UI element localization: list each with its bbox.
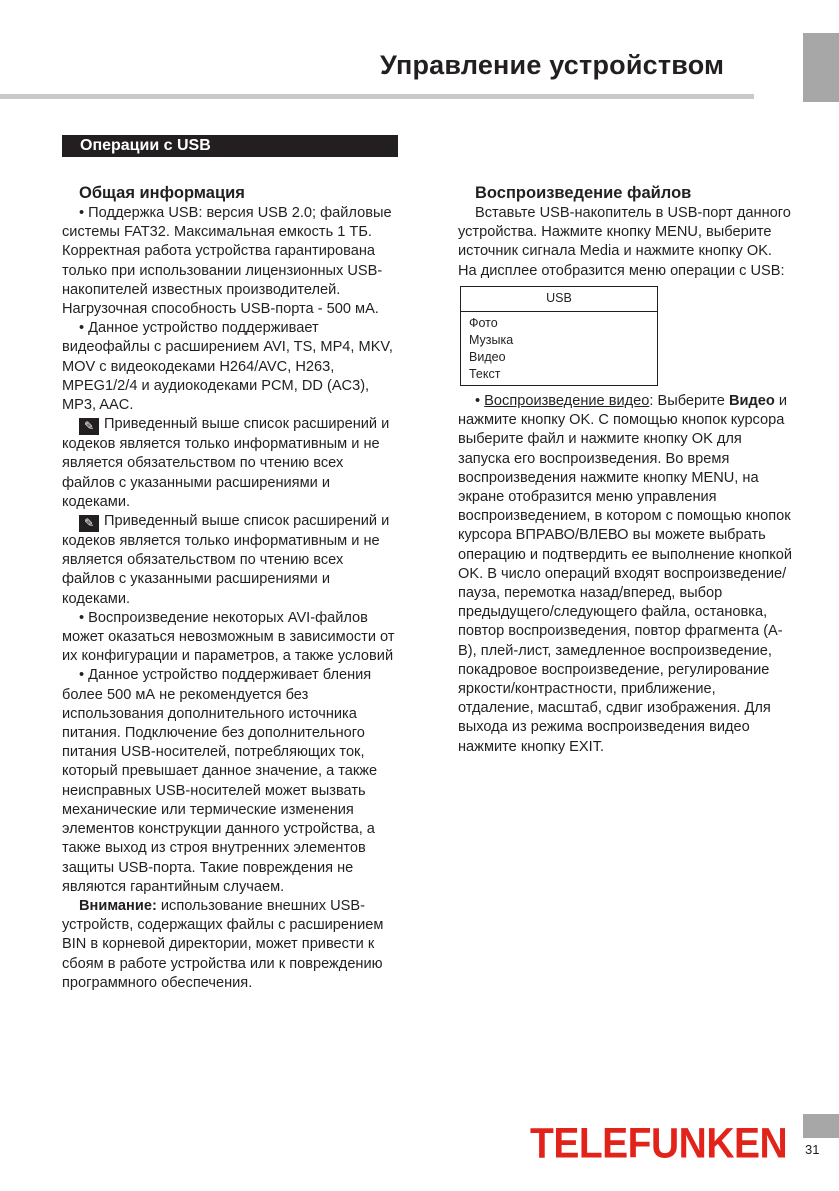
menu-item-text: Текст — [469, 367, 501, 382]
warning-text: использование внешних USB-устройств, содержащих файлы с расширением BIN в корневой директории, может привести к сбоям в работе устройства или к повреждению программного обеспечения. — [62, 897, 384, 991]
general-info-heading: Общая информация — [79, 184, 245, 202]
video-bold: Видео — [728, 393, 775, 410]
formats-paragraph: • Данное устройство поддерживает видеофайлы с расширением AVI, TS, MP4, MKV, MOV с видеокодеками H264/AVC, H263, MPEG1/2/4 и аудиокодеками PCM, DD (AC3), MP3, AAC. — [62, 320, 393, 414]
video-playback-paragraph — [458, 392, 794, 757]
telefunken-logo: TELEFUNKEN — [530, 1120, 788, 1168]
note-paragraph-1 — [62, 415, 400, 512]
note-paragraph-2 — [62, 512, 400, 609]
playback-heading: Воспроизведение файлов — [475, 184, 692, 202]
menu-item-photo: Фото — [469, 316, 498, 331]
note-text-2: Приведенный выше список расширений и кодеков является только информативным и не является обязательством по чтению всех файлов с указанными расширениями и кодеками. — [62, 513, 390, 607]
title-divider — [0, 94, 754, 99]
usb-support-paragraph: • Поддержка USB: версия USB 2.0; файловые системы FAT32. Максимальная емкость 1 ТБ. Корректная работа устройства гарантирована только при использовании лицензионных USB-накопителей известных производителей. Нагрузочная способность USB-порта - 500 мА. — [62, 205, 392, 318]
menu-item-music: Музыка — [469, 333, 514, 348]
corner-tab — [803, 33, 839, 102]
video-text: и нажмите кнопку OK. С помощью кнопок курсора выберите файл и нажмите кнопку OK для запуска его воспроизведения. Во время воспроизведения нажмите кнопку MENU, на экране отобразится меню управления воспроизведением, в котором с помощью кнопок курсора ВПРАВО/ВЛЕВО вы можете выбрать операцию и подтвердить ее выполнение кнопкой OK. В число операций входят воспроизведение/пауза, перемотка назад/вперед, выбор предыдущего/следующего файла, остановка, повтор воспроизведения, повтор фрагмента (A-B), плей-лист, замедленное воспроизведение, покадровое воспроизведение, регулирование яркости/контрастности, приближение, отдаление, масштаб, сдвиг изображения. Для выхода из режима воспроизведения видео нажмите кнопку EXIT. — [458, 393, 793, 755]
page-tab — [803, 1114, 839, 1138]
warning-paragraph — [62, 897, 400, 993]
video-playback-label: Воспроизведение видео — [484, 393, 650, 410]
playback-intro: Вставьте USB-накопитель в USB-порт данного устройства. Нажмите кнопку MENU, выберите источник сигнала Media и нажмите кнопку OK. На дисплее отобразится меню операции с USB: — [458, 205, 791, 279]
note-text-1: Приведенный выше список расширений и кодеков является только информативным и не является обязательством по чтению всех файлов с указанными расширениями и кодеками. — [62, 416, 390, 510]
video-bullet: • — [475, 393, 485, 410]
page-title: Управление устройством — [380, 50, 725, 80]
section-title: Операции с USB — [62, 135, 398, 157]
usb-menu-title: USB — [461, 287, 657, 312]
note-icon: ✎ — [79, 418, 99, 435]
note-icon: ✎ — [79, 515, 99, 532]
usb-menu-box — [460, 286, 658, 386]
menu-item-video: Видео — [469, 350, 506, 365]
page-number: 31 — [805, 1142, 820, 1157]
power-paragraph: • Данное устройство поддерживает бления более 500 мА не рекомендуется без использования дополнительного источника питания. Подключение без дополнительного питания USB-носителей, потребляющих ток, который превышает данное значение, а также неисправных USB-носителей может вызвать механические или термические изменения элементов конструкции данного устройства, а также выход из строя внутренних элементов защиты USB-порта. Такие повреждения не являются гарантийным случаем. — [62, 667, 378, 895]
video-colon: : Выберите — [649, 393, 729, 410]
left-column — [62, 184, 400, 993]
avi-paragraph: • Воспроизведение некоторых AVI-файлов может оказаться невозможным в зависимости от их конфигурации и параметров, а также условий — [62, 609, 395, 665]
right-column — [458, 184, 794, 757]
warning-label: Внимание: — [79, 897, 157, 914]
